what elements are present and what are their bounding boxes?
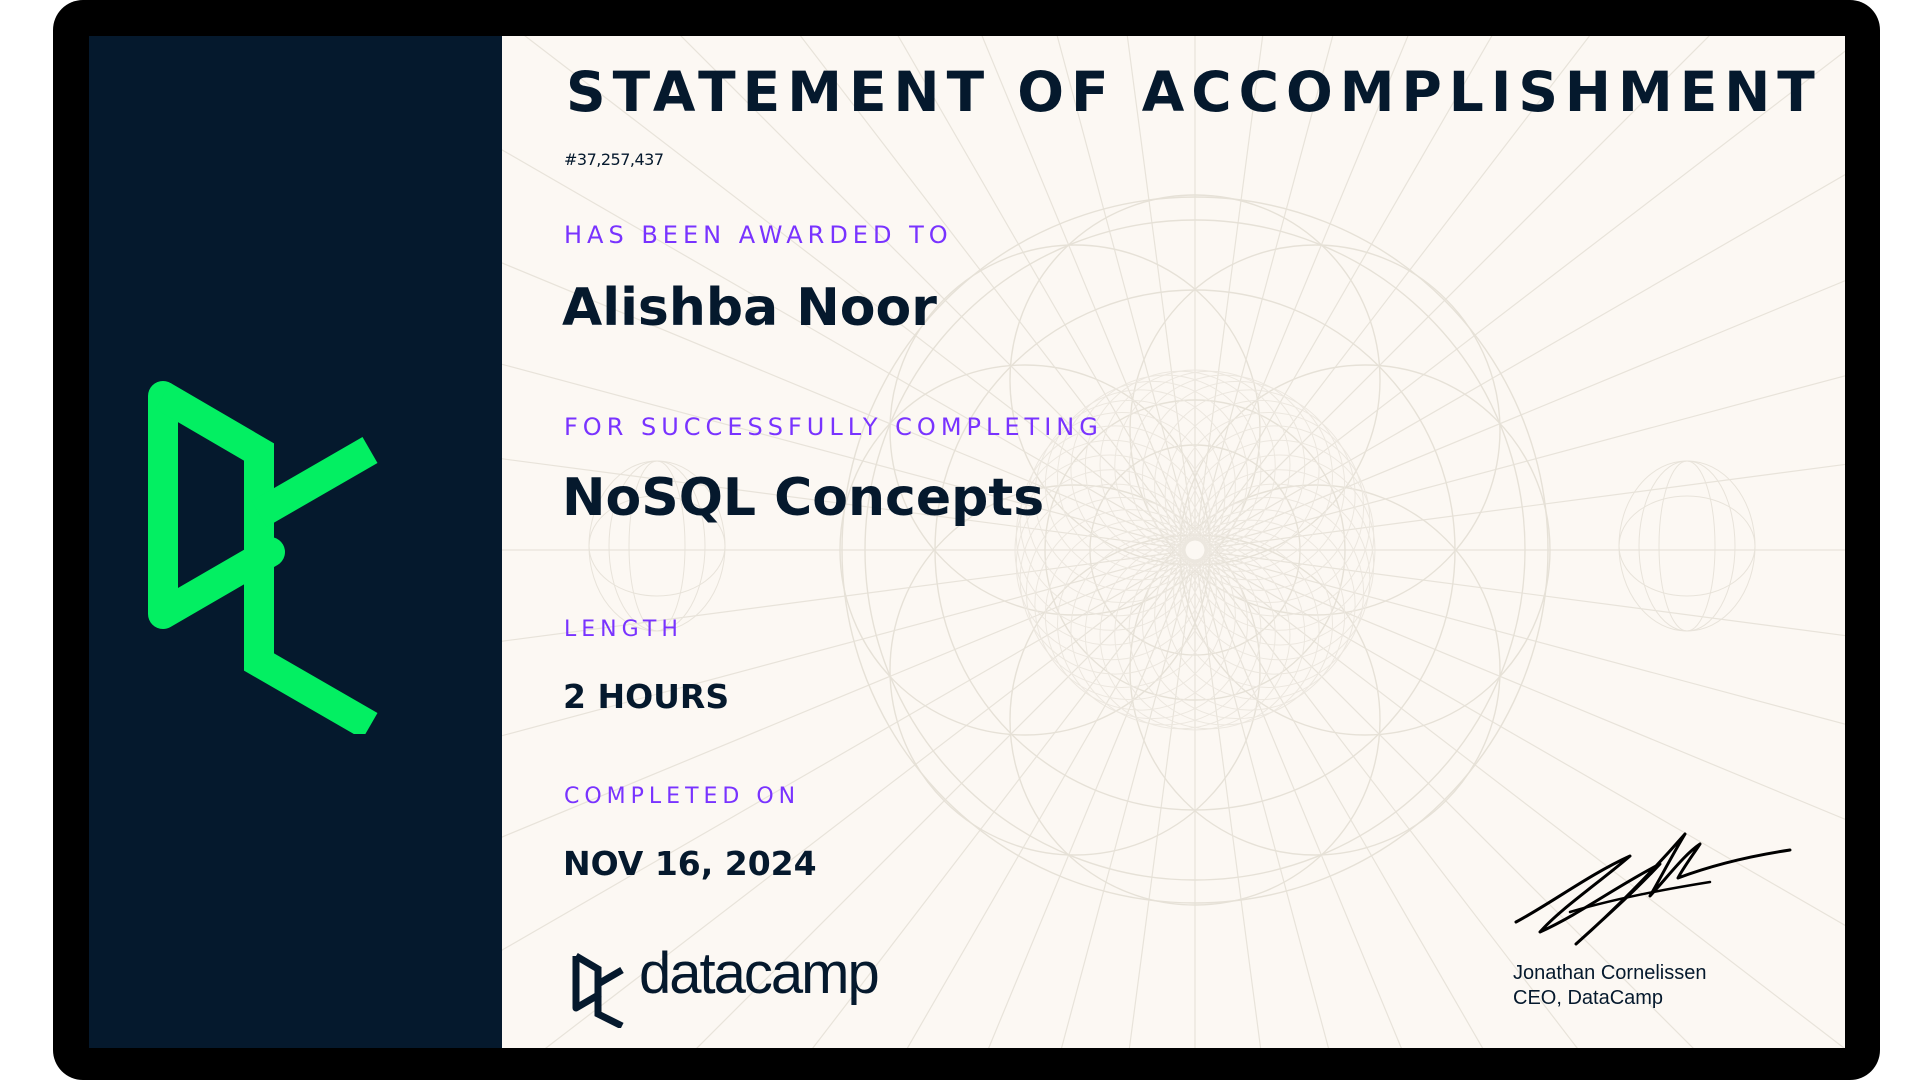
certificate-body — [502, 36, 1845, 1048]
certificate-title: STATEMENT OF ACCOMPLISHMENT — [566, 60, 1822, 124]
datacamp-small-logo-icon — [570, 950, 630, 1028]
signer-title: CEO, DataCamp — [1513, 987, 1664, 1009]
ceo-signature — [1510, 804, 1810, 954]
datacamp-wordmark: datacamp — [639, 941, 878, 1006]
length-label: LENGTH — [564, 617, 683, 642]
recipient-name: Alishba Noor — [562, 278, 937, 338]
course-name: NoSQL Concepts — [562, 468, 1045, 528]
completing-label: FOR SUCCESSFULLY COMPLETING — [564, 413, 1103, 441]
length-value: 2 HOURS — [563, 677, 730, 716]
brand-sidebar — [89, 36, 502, 1048]
awarded-to-label: HAS BEEN AWARDED TO — [564, 221, 953, 249]
completed-on-label: COMPLETED ON — [564, 784, 801, 809]
completed-date: NOV 16, 2024 — [563, 844, 817, 883]
certificate-number: #37,257,437 — [564, 150, 664, 169]
datacamp-logo-icon — [145, 374, 405, 734]
signer-name: Jonathan Cornelissen — [1513, 962, 1707, 984]
